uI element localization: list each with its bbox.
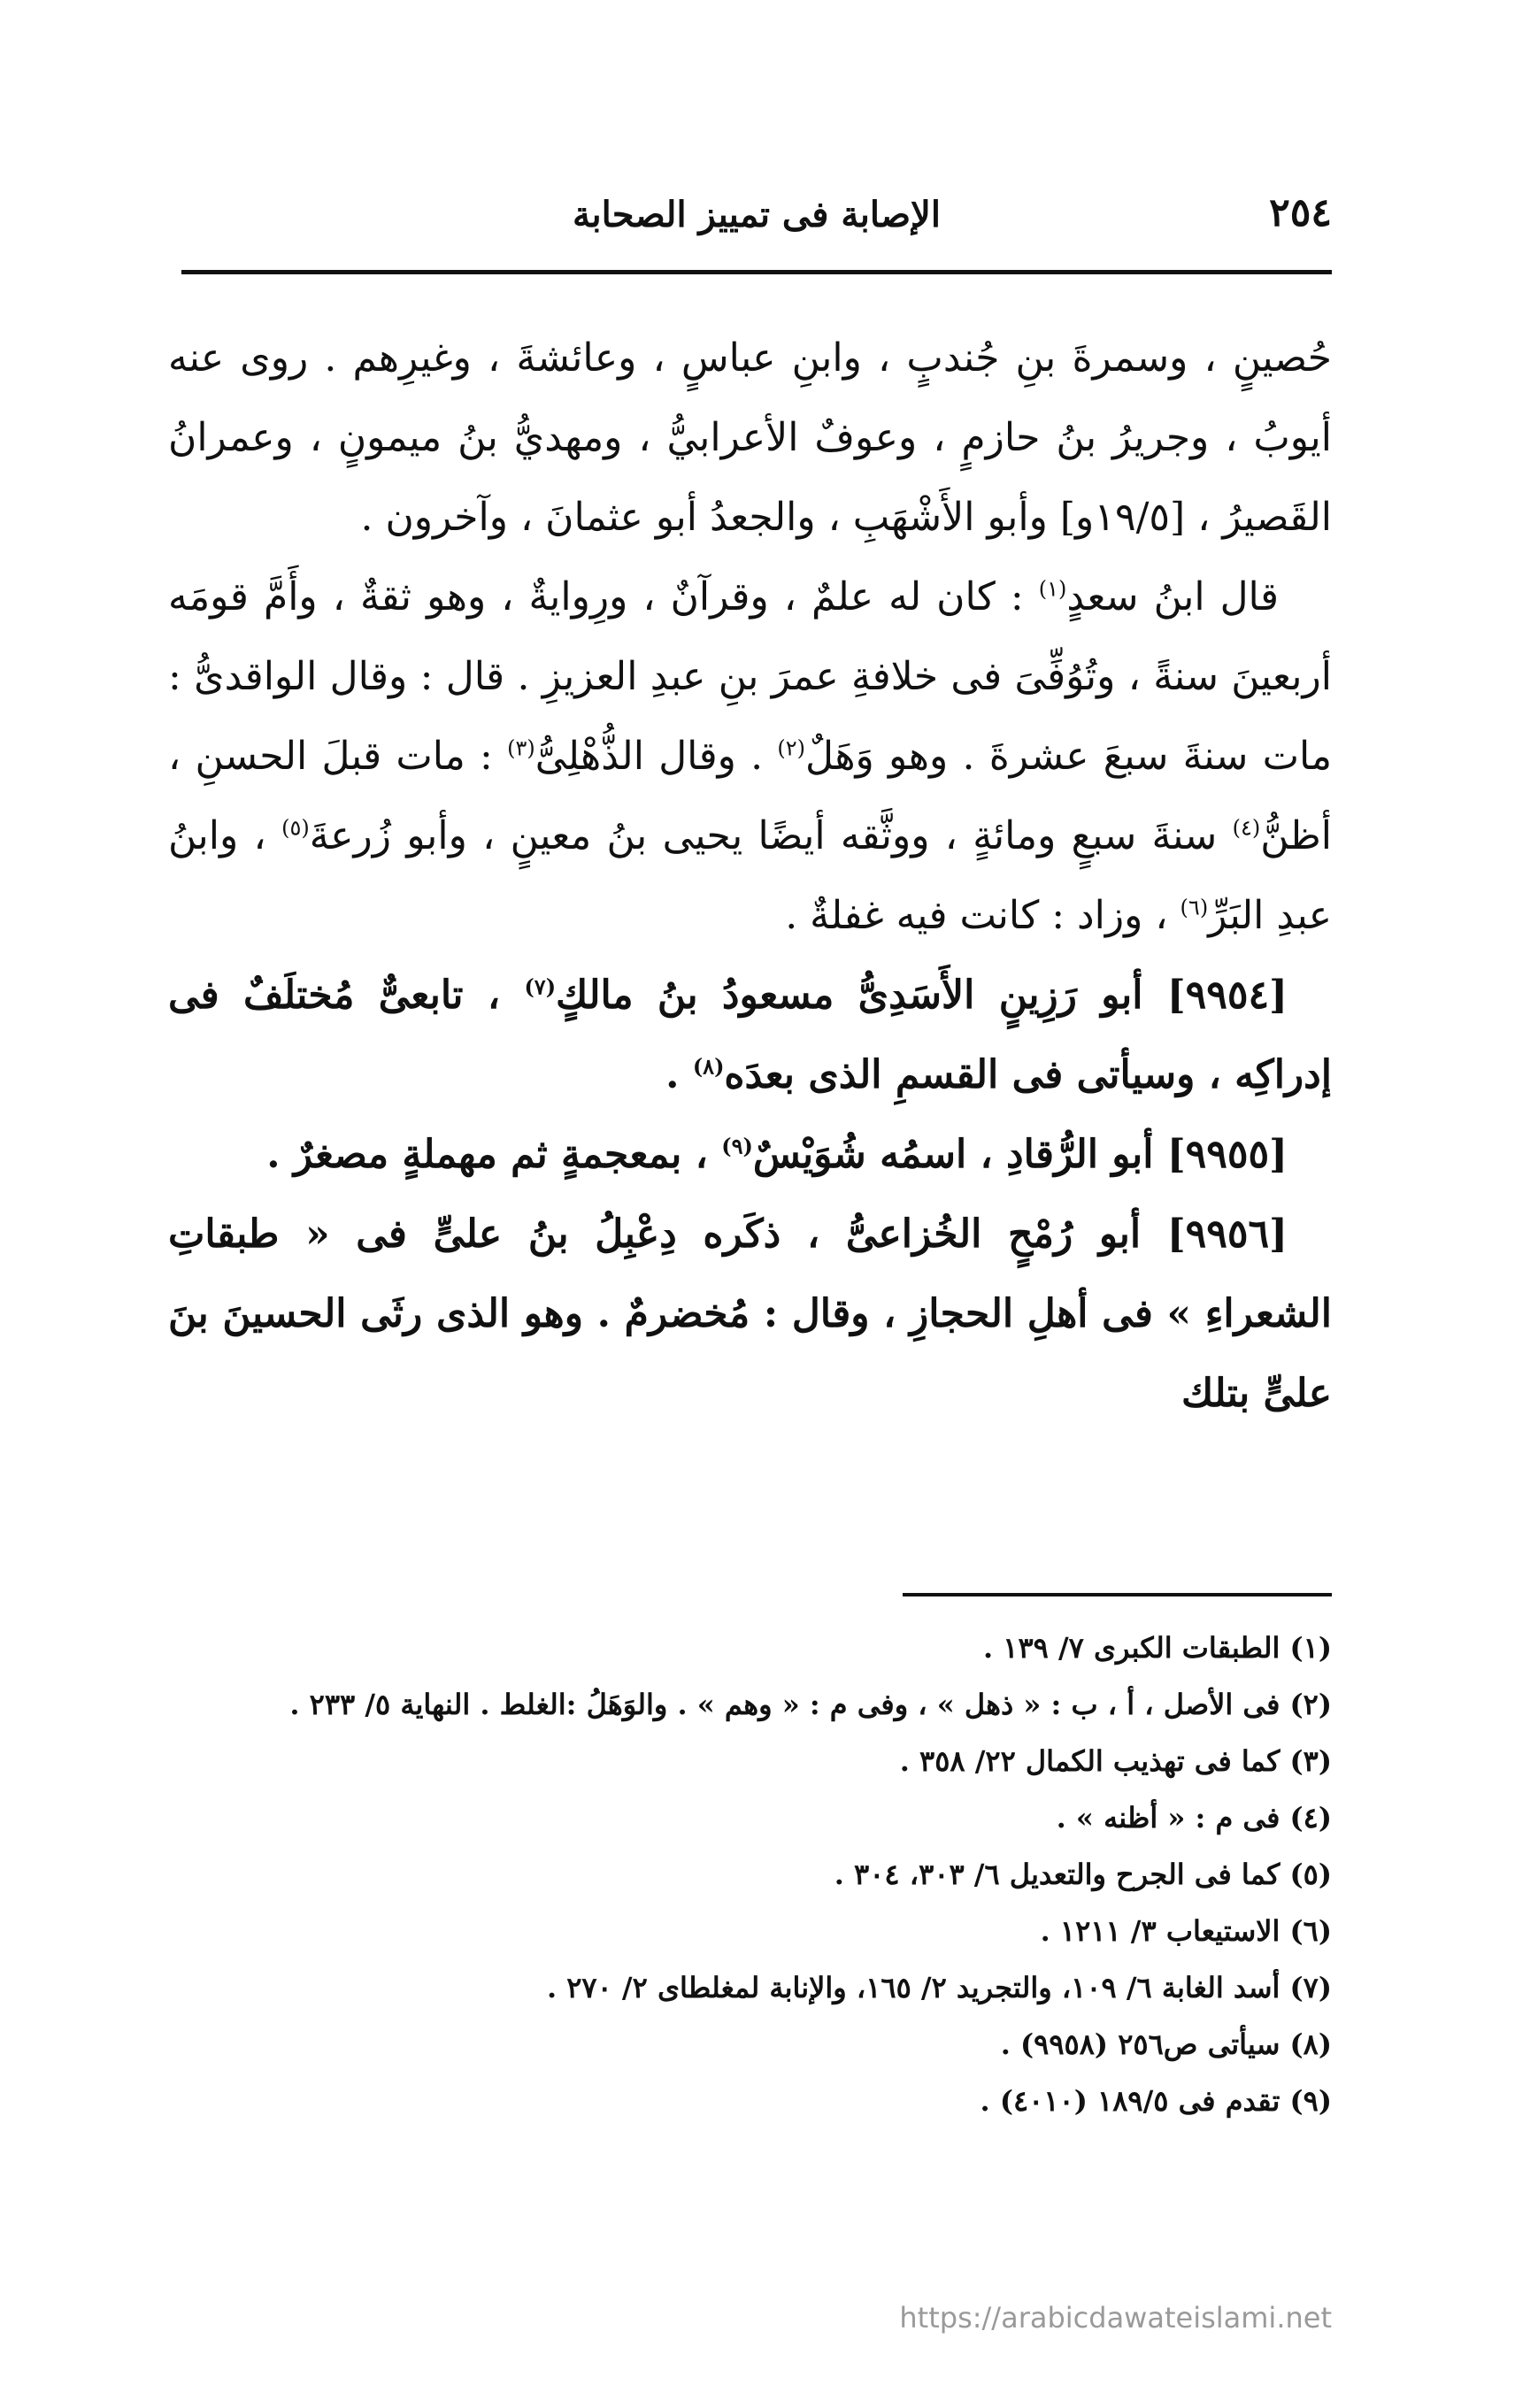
footnote-ref-1: (١) bbox=[1038, 576, 1067, 602]
footnote-ref-7: (٧) bbox=[524, 973, 557, 1000]
footnote-separator bbox=[903, 1593, 1332, 1596]
text-run: ، بمعجمةٍ ثم مهملةٍ مصغرٌ . bbox=[266, 1132, 722, 1177]
footnotes bbox=[181, 1619, 1332, 2230]
entry-9955 bbox=[168, 1115, 1332, 1195]
page-header bbox=[181, 190, 1332, 243]
entry-number: [٩٩٥٦] bbox=[1166, 1212, 1288, 1257]
footnote-8: (٨) سيأتى ص٢٥٦ (٩٩٥٨) . bbox=[1000, 2027, 1332, 2061]
footnote-ref-8: (٨) bbox=[692, 1053, 725, 1080]
footnote-1: (١) الطبقات الكبرى ٧/ ١٣٩ . bbox=[982, 1631, 1332, 1665]
watermark-url: https://arabicdawateislami.net bbox=[899, 2301, 1332, 2335]
text-run: : مات قبلَ الحسنِ ، أظنُّ bbox=[168, 734, 1332, 858]
footnote-9: (٩) تقدم فى ١٨٩/٥ (٤٠١٠) . bbox=[980, 2084, 1332, 2118]
paragraph-ibn-saad bbox=[168, 558, 1332, 956]
footnote-4: (٤) فى م : « أظنه » . bbox=[1056, 1801, 1332, 1835]
text-run: . bbox=[665, 1052, 693, 1097]
entry-number: [٩٩٥٥] bbox=[1166, 1132, 1288, 1177]
text-run: ، ذكَره دِعْبِلُ بنُ علىٍّ فى « طبقاتِ الشعراءِ » فى أهلِ الحجازِ ، وقال : مُخضرمٌ . وهو الذى رثَى الحسينَ بنَ علىٍّ بتلك bbox=[168, 1212, 1332, 1416]
footnote-ref-2: (٢) bbox=[777, 735, 805, 761]
main-text bbox=[168, 319, 1332, 1558]
text-run: . وقال الذُّهْلِىُّ bbox=[534, 734, 778, 779]
text-run: قال ابنُ سعدٍ bbox=[1066, 574, 1279, 619]
footnote-ref-9: (٩) bbox=[721, 1133, 753, 1159]
text-run: سنةَ سبعٍ ومائةٍ ، ووثَّقه أيضًا يحيى بنُ معينٍ ، وأبو زُرعةَ bbox=[309, 813, 1233, 858]
paragraph-narrators: حُصينٍ ، وسمرةَ بنِ جُندبٍ ، وابنِ عباسٍ ، وعائشةَ ، وغيرِهم . روى عنه أيوبُ ، وجريرُ بنُ حازمٍ ، وعوفٌ الأعرابيُّ ، ومهديُّ بنُ ميمونٍ ، وعمرانُ القَصيرُ ، [١٩/٥و] وأبو الأَشْهَبِ ، والجعدُ أبو عثمانَ ، وآخرون . bbox=[168, 335, 1332, 540]
page-number: ٢٥٤ bbox=[1269, 190, 1332, 235]
entry-9956 bbox=[168, 1195, 1332, 1434]
text-run: : كان له علمٌ ، وقرآنٌ ، ورِوايةٌ ، وهو ثقةٌ ، وأَمَّ قومَه أربعينَ سنةً ، وتُوُفِّىَ فى خلافةِ عمرَ بنِ عبدِ العزيزِ . قال : وقال الواقدىُّ : مات سنةَ سبعَ عشرةَ . وهو وَهَلٌ bbox=[168, 574, 1332, 779]
footnote-ref-4: (٤) bbox=[1232, 815, 1261, 841]
entry-9954 bbox=[168, 956, 1332, 1115]
running-title: الإصابة فى تمييز الصحابة bbox=[573, 194, 941, 235]
footnote-2: (٢) فى الأصل ، أ ، ب : « ذهل » ، وفى م : « وهم » . والوَهَلُ :الغلط . النهاية ٥/ ٢٣٣ . bbox=[289, 1688, 1332, 1721]
text-run: ، وابنُ عبدِ البَرِّ bbox=[168, 813, 1332, 938]
entry-name: أبو رَزِينٍ الأَسَدِىُّ مسعودُ بنُ مالكٍ bbox=[556, 973, 1167, 1018]
header-rule bbox=[181, 270, 1332, 274]
text-run: ، تابعىٌّ مُختلَفٌ فى إدراكِه ، وسيأتى فى القسمِ الذى بعدَه bbox=[168, 973, 1332, 1097]
footnote-7: (٧) أسد الغابة ٦/ ١٠٩، والتجريد ٢/ ١٦٥، والإنابة لمغلطاى ٢/ ٢٧٠ . bbox=[546, 1971, 1332, 2004]
footnote-ref-6: (٦) bbox=[1180, 895, 1209, 920]
text-run: ، اسمُه شُوَيْسٌ bbox=[752, 1132, 1007, 1177]
footnote-3: (٣) كما فى تهذيب الكمال ٢٢/ ٣٥٨ . bbox=[899, 1744, 1332, 1778]
footnote-ref-3: (٣) bbox=[507, 735, 535, 761]
entry-name: أبو الرُّقادِ bbox=[1006, 1132, 1167, 1177]
footnote-ref-5: (٥) bbox=[281, 815, 310, 841]
footnote-6: (٦) الاستيعاب ٣/ ١٢١١ . bbox=[1040, 1914, 1332, 1948]
footnote-5: (٥) كما فى الجرح والتعديل ٦/ ٣٠٣، ٣٠٤ . bbox=[834, 1858, 1332, 1891]
entry-number: [٩٩٥٤] bbox=[1166, 973, 1288, 1018]
text-run: ، وزاد : كانت فيه غفلةٌ . bbox=[785, 893, 1180, 938]
entry-name: أبو رُمْحٍ الخُزاعىُّ bbox=[845, 1212, 1167, 1257]
